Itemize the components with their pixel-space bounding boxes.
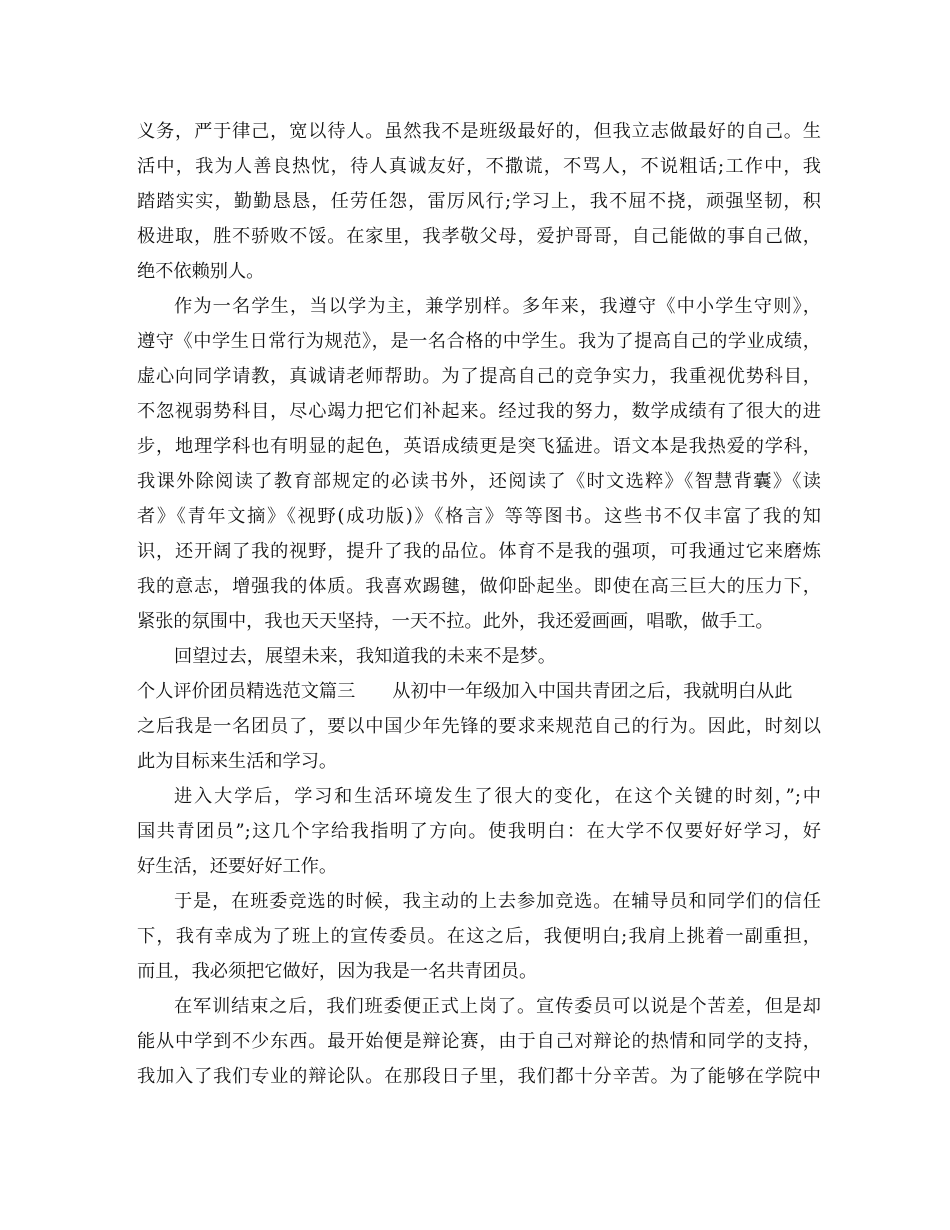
text-line: 绝不依赖别人。 [137,261,265,282]
section-heading-line [137,674,821,709]
text-line: 在军训结束之后，我们班委便正式上岗了。宣传委员可以说是个苦差，但是却 [174,996,821,1017]
section-heading: 个人评价团员精选范文篇三 [137,681,356,702]
text-line: 于是，在班委竞选的时候，我主动的上去参加竞选。在辅导员和同学们的信任 [174,891,821,912]
text-line: 下，我有幸成为了班上的宣传委员。在这之后，我便明白;我肩上挑着一副重担， [137,926,821,947]
text-line: 回望过去，展望未来，我知道我的未来不是梦。 [174,646,556,667]
text-line: 我课外除阅读了教育部规定的必读书外，还阅读了《时文选粹》《智慧背囊》《读 [137,471,821,492]
text-line: 不忽视弱势科目，尽心竭力把它们补起来。经过我的努力，数学成绩有了很大的进 [137,401,821,422]
text-line: 活中，我为人善良热忱，待人真诚友好，不撒谎，不骂人，不说粗话;工作中，我 [137,156,821,177]
text-line: 者》《青年文摘》《视野(成功版)》《格言》等等图书。这些书不仅丰富了我的知 [137,506,821,527]
text-line: 极进取，胜不骄败不馁。在家里，我孝敬父母，爱护哥哥，自己能做的事自己做， [137,226,821,247]
text-line: 国共青团员”;这几个字给我指明了方向。使我明白：在大学不仅要好好学习，好 [137,821,821,842]
text-line: 好生活，还要好好工作。 [137,856,338,877]
text-line: 识，还开阔了我的视野，提升了我的品位。体育不是我的强项，可我通过它来磨炼 [137,541,821,562]
text-line: 义务，严于律己，宽以待人。虽然我不是班级最好的，但我立志做最好的自己。生 [137,121,821,142]
document-body [137,114,821,1094]
text-line: 步，地理学科也有明显的起色，英语成绩更是突飞猛进。语文本是我热爱的学科， [137,436,821,457]
text-line: 从初中一年级加入中国共青团之后，我就明白从此 [392,681,793,702]
text-line: 此为目标来生活和学习。 [137,751,338,772]
text-line: 之后我是一名团员了，要以中国少年先锋的要求来规范自己的行为。因此，时刻以 [137,716,821,737]
text-line: 我加入了我们专业的辩论队。在那段日子里，我们都十分辛苦。为了能够在学院中 [137,1066,821,1087]
text-line: 紧张的氛围中，我也天天坚持，一天不拉。此外，我还爱画画，唱歌，做手工。 [137,611,774,632]
text-line: 遵守《中学生日常行为规范》，是一名合格的中学生。我为了提高自己的学业成绩， [137,331,821,352]
text-line: 踏踏实实，勤勤恳恳，任劳任怨，雷厉风行;学习上，我不屈不挠，顽强坚韧，积 [137,191,821,212]
text-line: 虚心向同学请教，真诚请老师帮助。为了提高自己的竞争实力，我重视优势科目， [137,366,821,387]
text-line: 作为一名学生，当以学为主，兼学别样。多年来，我遵守《中小学生守则》， [174,296,821,317]
text-line: 能从中学到不少东西。最开始便是辩论赛，由于自己对辩论的热情和同学的支持， [137,1031,821,1052]
text-line: 我的意志，增强我的体质。我喜欢踢毽，做仰卧起坐。即使在高三巨大的压力下， [137,576,821,597]
text-line: 进入大学后，学习和生活环境发生了很大的变化，在这个关键的时刻，”;中 [174,786,821,807]
text-line: 而且，我必须把它做好，因为我是一名共青团员。 [137,961,538,982]
